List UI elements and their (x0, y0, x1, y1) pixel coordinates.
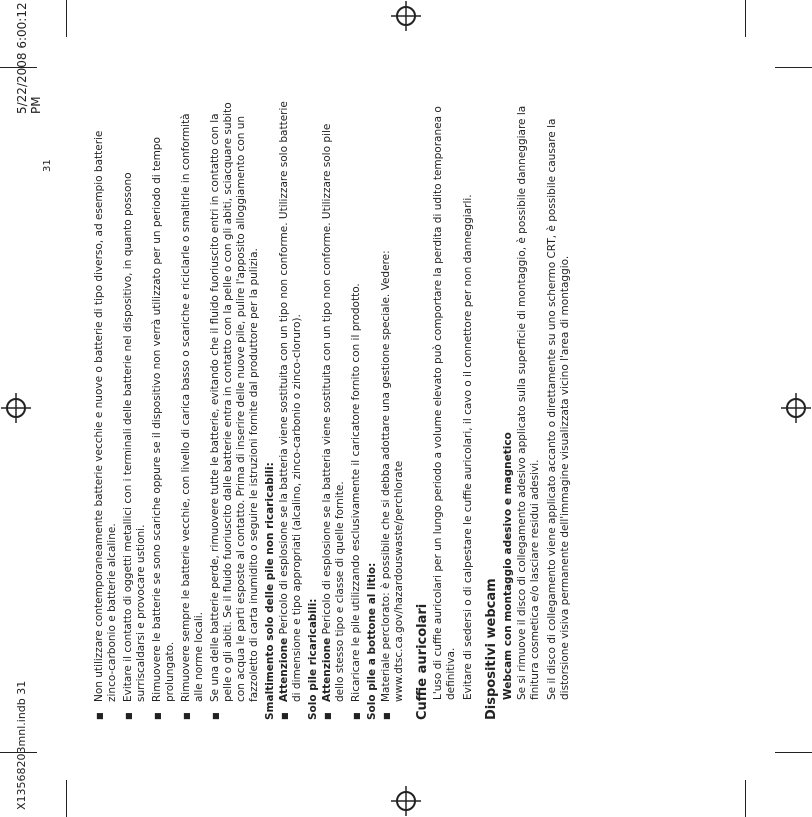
print-slug-filename: X13568203mnl.indb 31 (15, 680, 28, 810)
webcam-subheading: Webcam con montaggio adesivo e magnetico (502, 432, 514, 700)
page-number: 31 (42, 159, 53, 172)
page-content (93, 100, 576, 720)
battery-warnings-list (93, 100, 261, 720)
headphones-heading: Cuffie auricolari (415, 603, 430, 720)
list-item (321, 100, 347, 720)
list-item (350, 100, 363, 720)
headphones-paragraph: Evitare di sedersi o di calpestare le cuffie auricolari, il cavo o il connettore per non danneggiarli. (462, 194, 474, 700)
list-item-text: Ricaricare le pile utilizzando esclusivamente il caricatore fornito con il prodotto. (350, 283, 362, 702)
lithium-list (380, 100, 406, 720)
headphones-paragraph: L'uso di cuffie auricolari per un lungo periodo a volume elevato può comportare la perdita di udito temporanea o definitiva. (432, 106, 457, 700)
rechargeable-heading: Solo pile ricaricabili: (307, 598, 319, 720)
list-item: ■ Se una delle batterie perde, rimuovere tutte le batterie, evitando che il fluido fuoriuscito entri in contatto con la pelle o gli abiti. Se il fluido fuoriuscito dalle batterie entra in contatto con la pelle o con gli abiti, sciacquare subito con acqua le parti esposte al contatto. Prima di inserire delle nuove pile, pulire l'apposito alloggiamento con un fazzoletto di carta inumidito o seguire le istruzioni fornite dal produttore per la pulizia. (209, 100, 261, 720)
list-item-text: Pericolo di esplosione se la batteria viene sostituita con un tipo non conforme. Utilizzare solo batterie di dimensione e tipo appropriati (alcalino, zinco-carbonio o zinco-cloruro). (278, 101, 303, 702)
warning-label: Attenzione (278, 637, 290, 702)
disposal-heading: Smaltimento solo delle pile non ricaricabili: (264, 462, 276, 720)
webcam-paragraph: Se si rimuove il disco di collegamento adesivo applicato sulla superficie di montaggio, è possibile danneggiare la finitura cosmetica e/o lasciare residui adesivi. (516, 105, 541, 700)
list-item (278, 100, 304, 720)
disposal-list (278, 100, 304, 720)
webcam-heading: Dispositivi webcam (484, 578, 499, 720)
webcam-paragraph: Se il disco di collegamento viene applicato accanto o direttamente su uno schermo CRT, è possibile causare la distorsione visiva permanente dell'immagine visualizzata vicino l'area di montaggio. (546, 118, 571, 700)
list-item-text: Materiale perclorato: è possibile che si debba adottare una gestione speciale. Vedere: www.dtsc.ca.gov/hazardouswaste/perchlorate (380, 250, 405, 702)
list-item-text: Pericolo di esplosione se la batteria viene sostituita con un tipo non conforme. Utilizzare solo pile dello stesso tipo e classe di quelle fornite. (321, 123, 346, 702)
list-item: ■ Rimuovere le batterie se sono scariche oppure se il dispositivo non verrà utilizzato per un periodo di tempo prolungato. (151, 100, 177, 720)
print-slug-timestamp: 5/22/2008 6:00:12 PM (15, 2, 43, 114)
warning-label: Attenzione (321, 637, 333, 702)
list-item (380, 100, 406, 720)
rechargeable-list (321, 100, 363, 720)
list-item: ■ Evitare il contatto di oggetti metallici con i terminali delle batterie nel dispositivo, in quanto possono surriscaldarsi e provocare ustioni. (122, 100, 148, 720)
list-item: ■ Rimuovere sempre le batterie vecchie, con livello di carica basso o scariche e riciclarle o smaltirle in conformità alle norme locali. (180, 100, 206, 720)
list-item: ■ Non utilizzare contemporaneamente batterie vecchie e nuove o batterie di tipo diverso, ad esempio batterie zinco-carbonio e batterie alcaline. (93, 100, 119, 720)
lithium-heading: Solo pile a bottone al litio: (366, 562, 378, 720)
